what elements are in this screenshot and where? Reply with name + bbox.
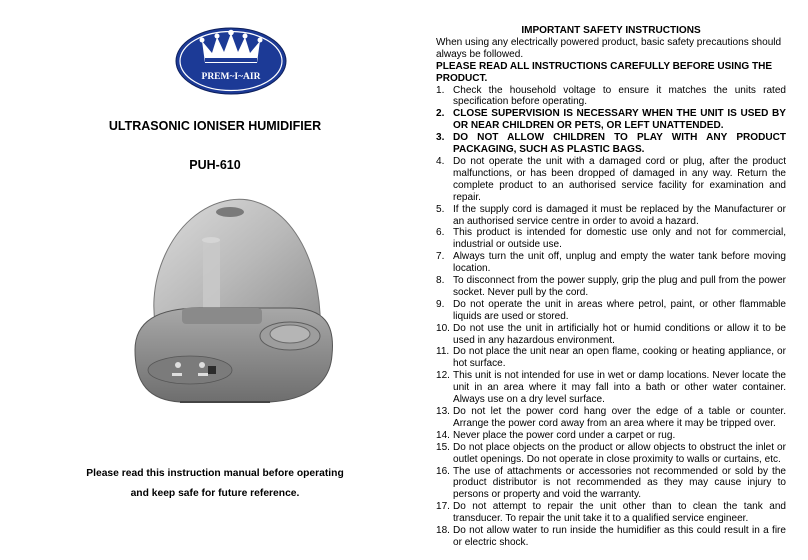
safety-item <box>436 466 786 502</box>
logo-text: PREM~I~AIR <box>201 72 261 82</box>
safety-item <box>436 275 786 299</box>
safety-item-text: Do not attempt to repair the unit other than to clean the tank and transducer. To repair the unit take it to a qualified service engineer. <box>453 501 786 525</box>
safety-item <box>436 370 786 406</box>
safety-item-number: 13. <box>436 406 450 417</box>
safety-item <box>436 406 786 430</box>
safety-item-number: 12. <box>436 370 450 382</box>
safety-item-number: 8. <box>436 275 445 287</box>
safety-item-text: DO NOT ALLOW CHILDREN TO PLAY WITH ANY PRODUCT PACKAGING, SUCH AS PLASTIC BAGS. <box>453 132 786 156</box>
safety-item-text: Always turn the unit off, unplug and empty the water tank before moving location. <box>453 251 786 275</box>
safety-item-text: This product is intended for domestic use only and not for commercial, industrial or outside use. <box>453 227 786 251</box>
safety-item <box>436 323 786 347</box>
humidifier-photo <box>120 190 350 420</box>
safety-item-text: Do not use the unit in artificially hot or humid conditions or allow it to be used in any hazardous environment. <box>453 322 786 346</box>
safety-item <box>436 85 786 109</box>
safety-item-number: 5. <box>436 203 445 215</box>
brand-logo <box>175 27 287 95</box>
safety-item-number: 14. <box>436 429 450 441</box>
manual-note-line-1: Please read this instruction manual before operating <box>86 468 344 479</box>
safety-item-number: 15. <box>436 441 450 453</box>
safety-item-number: 7. <box>436 251 445 263</box>
safety-item-text: CLOSE SUPERVISION IS NECESSARY WHEN THE UNIT IS USED BY OR NEAR CHILDREN OR PETS, OR LEFT UNATTENDED. <box>453 108 786 132</box>
safety-warning: PLEASE READ ALL INSTRUCTIONS CAREFULLY BEFORE USING THE PRODUCT. <box>436 60 773 84</box>
safety-item-number: 18. <box>436 525 450 537</box>
safety-item-text: Do not place the unit near an open flame, cooking or heating appliance, or hot surface. <box>453 346 786 370</box>
safety-item-number: 6. <box>436 227 445 239</box>
safety-item <box>436 204 786 228</box>
safety-item <box>436 442 786 466</box>
safety-item-text: Do not let the power cord hang over the edge of a table or counter. Arrange the power cord away from an area where it may be tripped over. <box>453 406 786 429</box>
safety-item <box>436 299 786 323</box>
safety-item-number: 1. <box>436 84 445 96</box>
safety-item <box>436 430 786 442</box>
safety-item-text: Do not operate the unit with a damaged cord or plug, after the product malfunctions, or has been dropped of damaged in any way. Return the complete product to an authorised service facility for examination and repair. <box>453 155 786 203</box>
safety-item-number: 4. <box>436 155 445 167</box>
safety-item-text: Do not allow water to run inside the humidifier as this could result in a fire or electric shock. <box>453 525 786 548</box>
safety-item <box>436 227 786 251</box>
safety-item-number: 3. <box>436 132 445 144</box>
safety-item-text: Do not operate the unit in areas where petrol, paint, or other flammable liquids are used or stored. <box>453 298 786 322</box>
safety-item-number: 2. <box>436 108 445 120</box>
safety-intro: When using any electrically powered product, basic safety precautions should always be followed. <box>436 36 782 60</box>
safety-item-text: This unit is not intended for use in wet or damp locations. Never locate the unit in an area where it may fall into a bath or other water container. Always use on a dry level surface. <box>453 370 786 406</box>
manual-note-line-2: and keep safe for future reference. <box>130 488 300 499</box>
safety-item-number: 10. <box>436 322 450 334</box>
safety-item <box>436 132 786 156</box>
safety-item <box>436 251 786 275</box>
safety-item-text: The use of attachments or accessories not recommended or sold by the product distributor is not recommended as they may cause injury to persons or property and void the warranty. <box>453 465 786 501</box>
safety-item <box>436 501 786 525</box>
safety-heading: IMPORTANT SAFETY INSTRUCTIONS <box>521 25 701 36</box>
safety-item-number: 16. <box>436 465 450 477</box>
safety-item-number: 9. <box>436 298 445 310</box>
safety-list <box>436 85 786 549</box>
safety-item-text: To disconnect from the power supply, grip the plug and pull from the power socket. Never pull by the cord. <box>453 275 786 298</box>
safety-item <box>436 108 786 132</box>
safety-item-text: Do not place objects on the product or allow objects to obstruct the inlet or outlet openings. Do not operate in close proximity to walls or curtains, etc. <box>453 441 786 465</box>
safety-item-text: Never place the power cord under a carpet or rug. <box>453 429 676 441</box>
safety-item <box>436 156 786 204</box>
safety-item-number: 11. <box>436 346 450 358</box>
product-title: ULTRASONIC IONISER HUMIDIFIER <box>108 119 322 133</box>
safety-instructions-panel <box>436 25 786 549</box>
model-number: PUH-610 <box>189 158 241 172</box>
safety-item-number: 17. <box>436 501 450 513</box>
safety-item <box>436 346 786 370</box>
safety-item-text: If the supply cord is damaged it must be replaced by the Manufacturer or an authorised service centre in order to avoid a hazard. <box>453 203 786 227</box>
safety-item-text: Check the household voltage to ensure it matches the units rated specification before operating. <box>453 84 786 108</box>
safety-item <box>436 525 786 549</box>
